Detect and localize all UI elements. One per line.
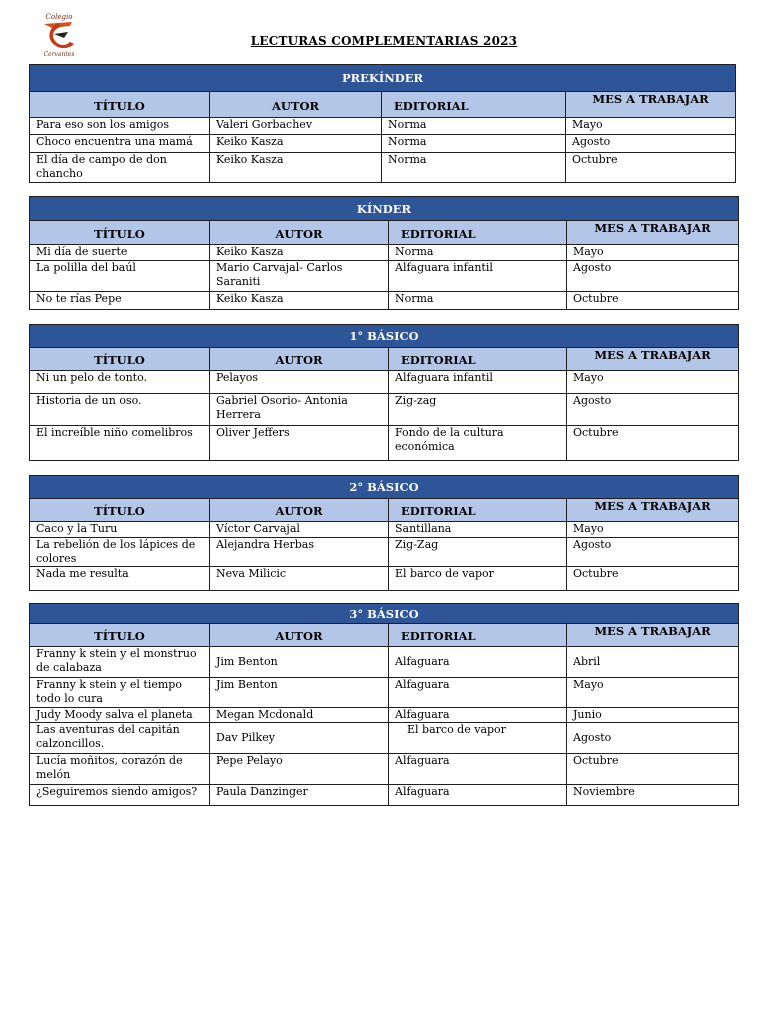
section-table-prekinder: [29, 64, 736, 183]
cell-publisher: Alfaguara: [389, 678, 567, 708]
column-header-publisher: EDITORIAL: [382, 92, 566, 118]
cell-publisher: Norma: [382, 118, 566, 135]
cell-author: Keiko Kasza: [210, 135, 382, 153]
column-header-title: TÍTULO: [30, 92, 210, 118]
section-header: 2° BÁSICO: [30, 476, 739, 499]
cell-publisher: Santillana: [389, 522, 567, 538]
cell-author: Valeri Gorbachev: [210, 118, 382, 135]
column-header-publisher: EDITORIAL: [389, 499, 567, 522]
column-header-title: TÍTULO: [30, 624, 210, 647]
cell-author: Jim Benton: [210, 647, 389, 678]
cell-author: Alejandra Herbas: [210, 538, 389, 567]
cell-publisher: Zig-Zag: [389, 538, 567, 567]
cell-publisher: Alfaguara: [389, 754, 567, 785]
cell-publisher: Fondo de la cultura económica: [389, 426, 567, 461]
section-table-3-basico: [29, 603, 739, 806]
cell-author: Dav Pilkey: [210, 723, 389, 754]
cell-month: Mayo: [567, 678, 739, 708]
cell-publisher: Alfaguara: [389, 785, 567, 806]
section-header: 3° BÁSICO: [30, 604, 739, 624]
column-header-publisher: EDITORIAL: [389, 221, 567, 245]
table-row: [30, 723, 739, 754]
section-header: KÍNDER: [30, 197, 739, 221]
cell-publisher: Alfaguara: [389, 647, 567, 678]
cell-author: Pelayos: [210, 371, 389, 394]
cell-title: Ni un pelo de tonto.: [30, 371, 210, 394]
document-title: LECTURAS COMPLEMENTARIAS 2023: [250, 34, 518, 48]
section-table-2-basico: [29, 475, 739, 591]
cell-title: Historia de un oso.: [30, 394, 210, 426]
table-row: [30, 754, 739, 785]
cell-month: Agosto: [567, 538, 739, 567]
cell-publisher: Norma: [389, 245, 567, 261]
logo-text-bottom: Cervantes: [43, 51, 75, 58]
cell-title: Nada me resulta: [30, 567, 210, 591]
column-header-month: MES A TRABAJAR: [566, 92, 736, 118]
cell-month: Agosto: [567, 394, 739, 426]
column-header-month: MES A TRABAJAR: [567, 499, 739, 522]
cell-month: Octubre: [566, 153, 736, 183]
cell-title: No te rías Pepe: [30, 292, 210, 310]
section-header: 1° BÁSICO: [30, 325, 739, 348]
column-header-author: AUTOR: [210, 92, 382, 118]
cell-publisher: Norma: [382, 135, 566, 153]
table-row: [30, 678, 739, 708]
logo-text-top: Colegio: [45, 13, 73, 21]
cell-author: Megan Mcdonald: [210, 708, 389, 723]
cell-month: Octubre: [567, 292, 739, 310]
column-header-publisher: EDITORIAL: [389, 624, 567, 647]
cell-author: Gabriel Osorio- Antonia Herrera: [210, 394, 389, 426]
section-header: PREKÍNDER: [30, 65, 736, 92]
cell-publisher: Alfaguara infantil: [389, 261, 567, 292]
cell-month: Noviembre: [567, 785, 739, 806]
column-header-author: AUTOR: [210, 221, 389, 245]
cell-author: Keiko Kasza: [210, 292, 389, 310]
cell-title: Franny k stein y el monstruo de calabaza: [30, 647, 210, 678]
table-row: [30, 371, 739, 394]
table-row: [30, 292, 739, 310]
cell-month: Abril: [567, 647, 739, 678]
column-header-month: MES A TRABAJAR: [567, 348, 739, 371]
cell-author: Víctor Carvajal: [210, 522, 389, 538]
column-header-author: AUTOR: [210, 348, 389, 371]
cell-month: Agosto: [567, 723, 739, 754]
cell-author: Pepe Pelayo: [210, 754, 389, 785]
column-header-author: AUTOR: [210, 624, 389, 647]
table-row: [30, 135, 736, 153]
table-row: [30, 153, 736, 183]
cell-month: Mayo: [566, 118, 736, 135]
cell-author: Paula Danzinger: [210, 785, 389, 806]
cell-month: Octubre: [567, 426, 739, 461]
table-row: [30, 394, 739, 426]
cell-month: Mayo: [567, 245, 739, 261]
column-header-title: TÍTULO: [30, 221, 210, 245]
cell-publisher: Alfaguara infantil: [389, 371, 567, 394]
column-header-month: MES A TRABAJAR: [567, 624, 739, 647]
cell-title: Mi día de suerte: [30, 245, 210, 261]
cell-month: Octubre: [567, 754, 739, 785]
cell-author: Jim Benton: [210, 678, 389, 708]
table-row: [30, 245, 739, 261]
cell-month: Octubre: [567, 567, 739, 591]
table-row: [30, 708, 739, 723]
cell-title: Franny k stein y el tiempo todo lo cura: [30, 678, 210, 708]
cell-month: Mayo: [567, 371, 739, 394]
cell-publisher: El barco de vapor: [389, 567, 567, 591]
column-header-month: MES A TRABAJAR: [567, 221, 739, 245]
column-header-publisher: EDITORIAL: [389, 348, 567, 371]
table-row: [30, 647, 739, 678]
table-row: [30, 522, 739, 538]
table-row: [30, 538, 739, 567]
cell-month: Mayo: [567, 522, 739, 538]
column-header-title: TÍTULO: [30, 348, 210, 371]
cell-title: El increíble niño comelibros: [30, 426, 210, 461]
cell-title: Judy Moody salva el planeta: [30, 708, 210, 723]
cell-publisher: Zig-zag: [389, 394, 567, 426]
cell-author: Oliver Jeffers: [210, 426, 389, 461]
table-row: [30, 785, 739, 806]
section-table-kinder: [29, 196, 739, 310]
cell-title: Lucía moñitos, corazón de melón: [30, 754, 210, 785]
column-header-title: TÍTULO: [30, 499, 210, 522]
cell-title: Para eso son los amigos: [30, 118, 210, 135]
cell-publisher: Norma: [389, 292, 567, 310]
table-row: [30, 261, 739, 292]
cell-publisher: Alfaguara: [389, 708, 567, 723]
cell-author: Keiko Kasza: [210, 245, 389, 261]
table-row: [30, 567, 739, 591]
cell-author: Keiko Kasza: [210, 153, 382, 183]
cell-title: Choco encuentra una mamá: [30, 135, 210, 153]
cell-title: Las aventuras del capitán calzoncillos.: [30, 723, 210, 754]
cell-title: El día de campo de don chancho: [30, 153, 210, 183]
cell-title: La rebelión de los lápices de colores: [30, 538, 210, 567]
cell-author: Neva Milicic: [210, 567, 389, 591]
table-row: [30, 118, 736, 135]
cell-publisher: Norma: [382, 153, 566, 183]
section-table-1-basico: [29, 324, 739, 461]
cell-title: ¿Seguiremos siendo amigos?: [30, 785, 210, 806]
cell-author: Mario Carvajal- Carlos Saraniti: [210, 261, 389, 292]
cell-publisher: El barco de vapor: [389, 723, 567, 754]
cell-month: Agosto: [567, 261, 739, 292]
cell-title: La polilla del baúl: [30, 261, 210, 292]
cell-month: Junio: [567, 708, 739, 723]
cell-month: Agosto: [566, 135, 736, 153]
cell-title: Caco y la Turu: [30, 522, 210, 538]
table-row: [30, 426, 739, 461]
column-header-author: AUTOR: [210, 499, 389, 522]
